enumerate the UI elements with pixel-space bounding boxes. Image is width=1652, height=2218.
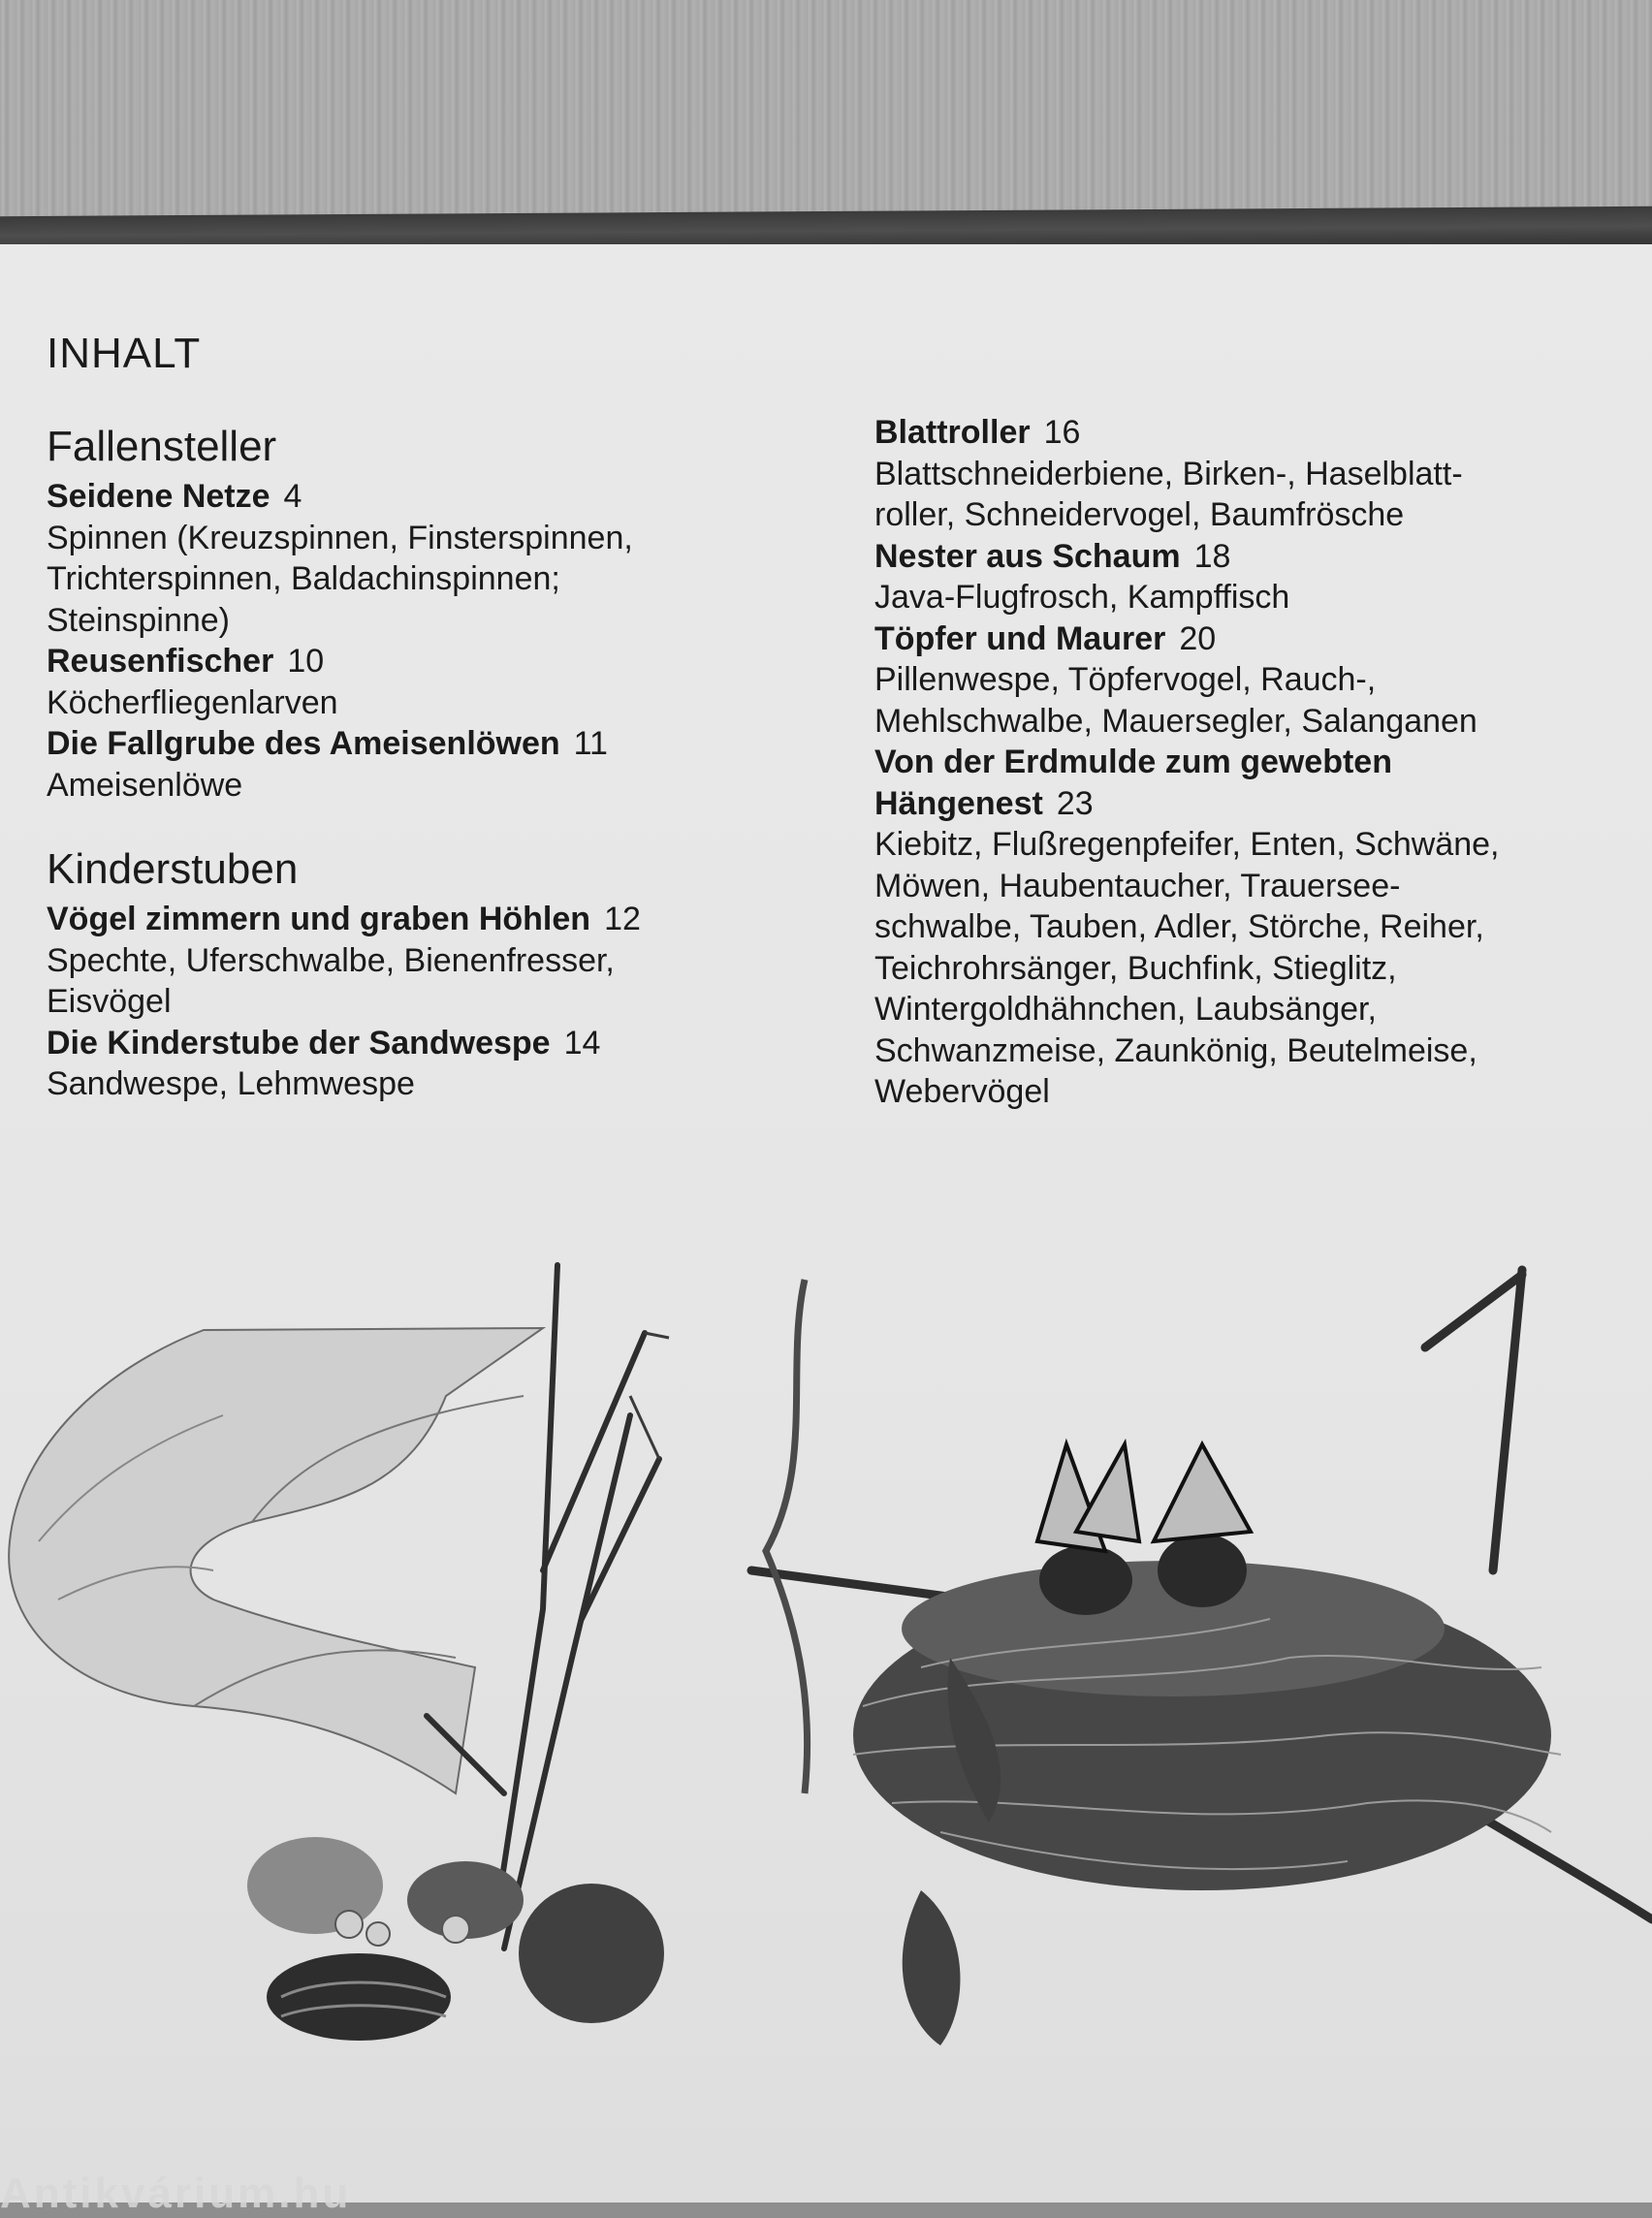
toc-entry <box>874 536 1631 578</box>
entry-description: Kiebitz, Flußregenpfeifer, Enten, Schwäne, <box>874 826 1500 863</box>
page-heading: INHALT <box>47 330 202 377</box>
toc-left-column <box>47 420 842 1105</box>
toc-entry <box>47 476 842 518</box>
wooden-table-background <box>0 0 1652 218</box>
toc-right-column <box>874 412 1631 1113</box>
entry-title: Reusenfischer <box>47 643 274 680</box>
entry-page-number: 16 <box>1043 414 1081 451</box>
entry-title: Seidene Netze <box>47 478 270 515</box>
entry-description: Eisvögel <box>47 983 172 1020</box>
entry-description: Trichterspinnen, Baldachinspinnen; <box>47 560 560 597</box>
entry-page-number: 14 <box>563 1024 601 1061</box>
section-title-fallensteller: Fallensteller <box>47 423 277 470</box>
entry-description: Schwanzmeise, Zaunkönig, Beutelmeise, <box>874 1031 1477 1069</box>
toc-entry <box>47 1023 842 1064</box>
entry-page-number: 11 <box>573 725 608 762</box>
entry-page-number: 10 <box>287 643 325 680</box>
toc-entry <box>47 899 842 940</box>
section-title-kinderstuben: Kinderstuben <box>47 845 299 893</box>
entry-description: schwalbe, Tauben, Adler, Störche, Reiher, <box>874 908 1484 945</box>
toc-entry <box>47 723 842 765</box>
spider-web-illustration <box>0 1251 698 2045</box>
entry-page-number: 12 <box>604 901 641 937</box>
bird-nest-illustration <box>747 1251 1652 2045</box>
entry-description: Blattschneiderbiene, Birken-, Haselblatt- <box>874 455 1463 492</box>
entry-title: Töpfer und Maurer <box>874 619 1166 657</box>
entry-description: Spechte, Uferschwalbe, Bienenfresser, <box>47 941 615 979</box>
toc-entry <box>874 742 1631 824</box>
entry-description: Steinspinne) <box>47 601 231 639</box>
entry-title: Vögel zimmern und graben Höhlen <box>47 901 591 937</box>
toc-entry <box>874 412 1631 454</box>
entry-description: Köcherfliegenlarven <box>47 683 338 721</box>
toc-entry <box>874 618 1631 660</box>
entry-description: Ameisenlöwe <box>47 766 243 804</box>
entry-title: Hängenest <box>874 784 1043 822</box>
entry-description: Wintergoldhähnchen, Laubsänger, <box>874 991 1377 1028</box>
entry-description: Möwen, Haubentaucher, Trauersee- <box>874 867 1401 904</box>
entry-description: Sandwespe, Lehmwespe <box>47 1065 415 1102</box>
entry-page-number: 23 <box>1056 784 1094 822</box>
entry-description: Mehlschwalbe, Mauersegler, Salanganen <box>874 702 1477 740</box>
entry-description: Java-Flugfrosch, Kampffisch <box>874 579 1290 616</box>
toc-entry <box>47 641 842 682</box>
entry-page-number: 20 <box>1179 619 1217 657</box>
entry-title: Blattroller <box>874 414 1031 451</box>
entry-description: Teichrohrsänger, Buchfink, Stieglitz, <box>874 949 1397 987</box>
entry-title: Nester aus Schaum <box>874 537 1181 575</box>
entry-description: roller, Schneidervogel, Baumfrösche <box>874 496 1405 533</box>
entry-description: Pillenwespe, Töpfervogel, Rauch-, <box>874 661 1377 698</box>
entry-description: Webervögel <box>874 1073 1050 1110</box>
watermark-text: Antikvárium.hu <box>0 2170 352 2217</box>
entry-page-number: 18 <box>1193 537 1231 575</box>
entry-title: Die Fallgrube des Ameisenlöwen <box>47 725 560 762</box>
entry-page-number: 4 <box>283 478 302 515</box>
entry-title: Von der Erdmulde zum gewebten <box>874 744 1392 780</box>
entry-description: Spinnen (Kreuzspinnen, Finsterspinnen, <box>47 519 633 556</box>
entry-title: Die Kinderstube der Sandwespe <box>47 1024 551 1061</box>
